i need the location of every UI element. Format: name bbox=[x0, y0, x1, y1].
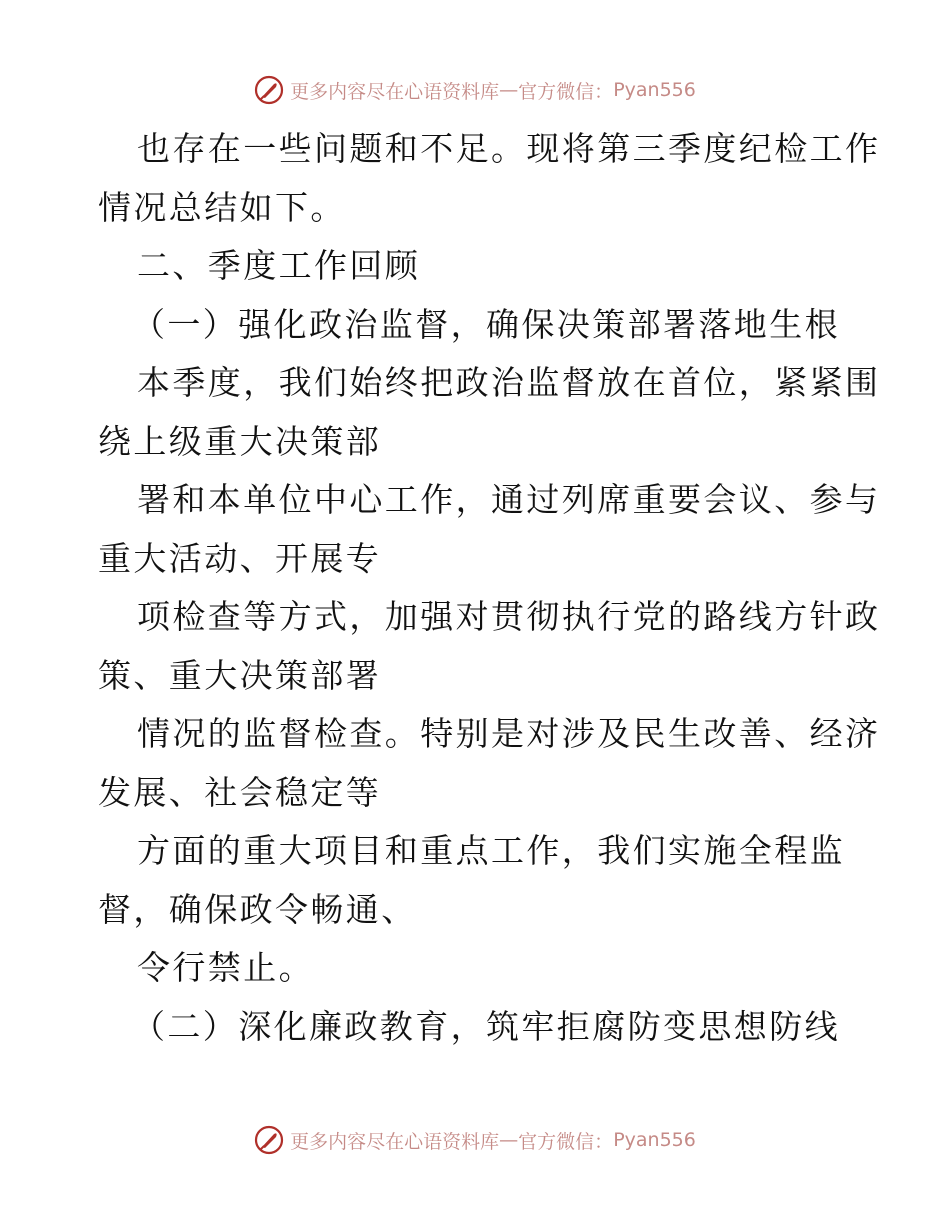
watermark-brand-text: 更多内容尽在心语资料库 bbox=[290, 80, 500, 103]
paragraph-line: 也存在一些问题和不足。现将第三季度纪检工作 bbox=[137, 129, 881, 168]
paragraph-line: 令行禁止。 bbox=[137, 948, 314, 987]
paragraph-line: 绕上级重大决策部 bbox=[98, 421, 382, 461]
watermark-wechat-id: Pyan556 bbox=[613, 79, 696, 101]
paragraph-line: 重大活动、开展专 bbox=[98, 538, 382, 578]
paragraph-line: 情况总结如下。 bbox=[98, 187, 346, 227]
paragraph-line: 署和本单位中心工作，通过列席重要会议、参与 bbox=[137, 480, 881, 519]
paragraph-line: 策、重大决策部署 bbox=[98, 655, 382, 695]
subsection-heading: （一）强化政治监督，确保决策部署落地生根 bbox=[132, 304, 840, 344]
section-heading: 二、季度工作回顾 bbox=[137, 246, 421, 285]
paragraph-line: 本季度，我们始终把政治监督放在首位，紧紧围 bbox=[137, 363, 881, 402]
watermark-wechat-label: 官方微信： bbox=[518, 1130, 614, 1153]
watermark-dash: — bbox=[499, 79, 519, 101]
feather-pen-logo-icon bbox=[254, 75, 284, 105]
paragraph-line: 情况的监督检查。特别是对涉及民生改善、经济 bbox=[137, 714, 881, 753]
subsection-heading: （二）深化廉政教育，筑牢拒腐防变思想防线 bbox=[132, 1006, 840, 1046]
watermark-wechat-id: Pyan556 bbox=[613, 1129, 696, 1151]
document-body bbox=[98, 120, 881, 1056]
paragraph-line: 项检查等方式，加强对贯彻执行党的路线方针政 bbox=[137, 597, 881, 636]
watermark-wechat-label: 官方微信： bbox=[518, 80, 614, 103]
paragraph-line: 方面的重大项目和重点工作，我们实施全程监 bbox=[137, 831, 845, 870]
paragraph-line: 督，确保政令畅通、 bbox=[98, 889, 417, 929]
feather-pen-logo-icon bbox=[254, 1125, 284, 1155]
paragraph-line: 发展、社会稳定等 bbox=[98, 772, 382, 812]
footer-watermark bbox=[0, 1122, 950, 1158]
watermark-brand-text: 更多内容尽在心语资料库 bbox=[290, 1130, 500, 1153]
watermark-dash: — bbox=[499, 1129, 519, 1151]
header-watermark bbox=[0, 72, 950, 108]
